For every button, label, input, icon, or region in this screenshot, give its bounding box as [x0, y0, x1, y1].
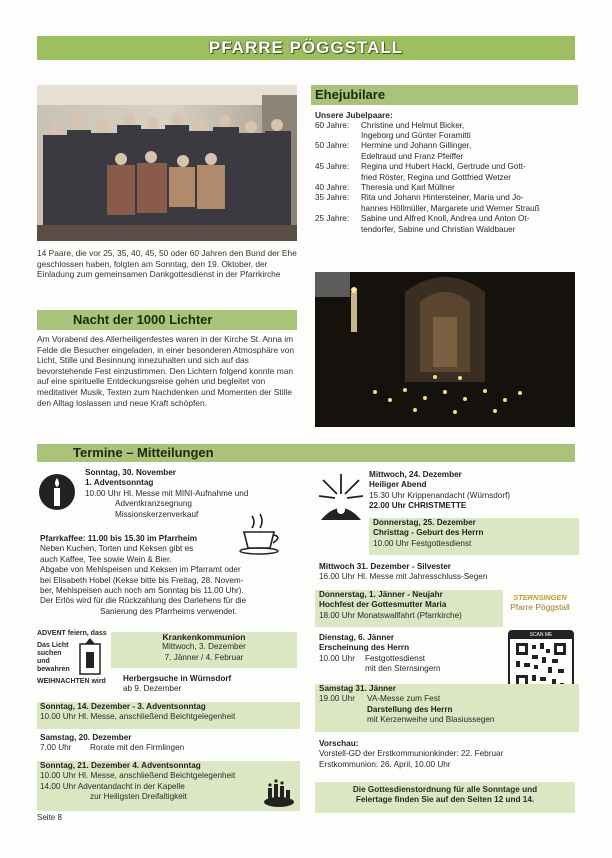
jubilare-row-names [361, 193, 540, 214]
jubilare-intro: Unsere Jubelpaare: [315, 110, 393, 120]
advent-logo-mid-4: bewahren [37, 666, 70, 673]
epiphanie-time: 10.00 Uhr [319, 653, 355, 663]
neujahr-name: Hochfest der Gottesmutter Maria [319, 600, 447, 610]
kranken-line-2: 7. Jänner / 4. Februar [164, 652, 244, 662]
sternsingen-logo [503, 593, 577, 612]
pfarrkaffee-line-2: auch Kaffee, Tee sowie Wein & Bier. [40, 554, 172, 564]
jubilare-row [315, 193, 577, 214]
jubilare-row-names [361, 183, 455, 193]
herberg-title: Herbergsuche in Würnsdorf [123, 674, 232, 683]
gottesdienst-l2: Feiertage finden Sie auf den Seiten 12 und 14. [355, 795, 535, 805]
jubilare-row-label: 40 Jahre: [315, 183, 350, 193]
jubilare-row-label: 25 Jahre: [315, 214, 350, 224]
advent-logo-mid-3: und [37, 658, 50, 665]
jubilare-row-names [361, 162, 526, 183]
silvester-line: 16.00 Uhr Hl. Messe mit Jahresschluss-Segen [319, 572, 488, 582]
jubilare-row [315, 183, 577, 193]
epiphanie-l1: Festgottesdienst [365, 653, 426, 663]
ehejubilare-title: Ehejubilare [311, 85, 578, 105]
sa31-l3: mit Kerzenweihe und Blasiussegen [367, 715, 495, 725]
advent-logo [37, 630, 107, 694]
advent4-extra: zur Heiligsten Dreifaltigkeit [90, 792, 187, 802]
epiphanie-date: Dienstag, 6. Jänner [319, 633, 395, 642]
vorschau-block [319, 739, 575, 770]
sa31-l2: Darstellung des Herrn [367, 704, 453, 714]
heiligabend-l2: 22.00 Uhr CHRISTMETTE [369, 501, 467, 511]
jubilare-row [315, 162, 577, 183]
epiphanie-block [319, 633, 504, 675]
pfarrkaffee-line-5: ber, Mehlspeisen auch noch am Sonntag bis 11.00 Uhr). [40, 586, 244, 596]
lichter-title: Nacht der 1000 Lichter [37, 310, 297, 330]
advent4-line-2: 14.00 Uhr Adventandacht in der Kapelle [40, 781, 185, 791]
jubilare-rows [315, 121, 577, 235]
advent1-line-3: Missionskerzenverkauf [115, 509, 199, 519]
lichter-text: Am Vorabend des Allerheiligenfestes waren in der Kirche St. Anna im Felde die Besucher eingeladen, in einer besonderen Atmosphäre von Licht, Stille und Besinnung innezuhalten und sich auf das bevorstehende Fest einzustimmen. Den Lichtern folgend konnte man auf eine spirituelle Entdeckungsreise gehen und begleitet von meditativer Musik, Texten zum Nachdenken und Momenten der Stille den Alltag loslassen und neue Kraft schöpfen. [37, 334, 295, 408]
jubilare-row-label: 45 Jahre: [315, 162, 350, 172]
group-photo [37, 85, 297, 241]
advent4-line-1: 10.00 Uhr Hl. Messe, anschließend Beichtgelegenheit [40, 771, 236, 781]
church-candles-photo [315, 272, 575, 427]
heiligabend-name: Heiliger Abend [369, 480, 427, 490]
advent1-line-1: 10.00 Uhr Hl. Messe mit MINI-Aufnahme und [85, 488, 249, 498]
candles-wreath-icon [262, 776, 296, 808]
christtag-date: Donnerstag, 25. Dezember [373, 518, 476, 527]
advent4-block [37, 761, 300, 811]
christtag-block [369, 518, 579, 555]
silvester-block [319, 562, 575, 583]
jubilare-row-line: Christine und Helmut Bicker, [361, 120, 465, 130]
sa20-title: Samstag, 20. Dezember [40, 733, 132, 742]
advent2-title: Sonntag, 14. Dezember - 3. Adventsonntag [40, 702, 206, 711]
kranken-line-1: Mittwoch, 3. Dezember [162, 642, 246, 652]
kranken-title: Krankenkommunion [162, 632, 246, 642]
advent-logo-mid-1: Das Licht [37, 642, 69, 649]
christtag-line: 10.00 Uhr Festgottesdienst [373, 538, 472, 548]
ehejubilare-caption [37, 248, 297, 280]
advent-logo-bottom: WEIHNACHTEN wird [37, 678, 106, 685]
sa20-time: 7.00 Uhr [40, 743, 72, 753]
advent-logo-top: ADVENT feiern, dass [37, 630, 107, 637]
jubilare-row [315, 214, 577, 235]
jubilare-row-line: Ingeborg und Günter Foramitti [361, 131, 471, 140]
herberg-line: ab 9. Dezember [123, 684, 182, 694]
jubilare-row-label: 60 Jahre: [315, 120, 350, 130]
epiphanie-l2: mit den Sternsingern [365, 664, 441, 674]
sternsingen-sub: Pfarre Pöggstall [510, 602, 570, 612]
advent-logo-mid [37, 638, 77, 678]
jubilare-row-line: hannes Höllmüller, Margarete und Werner Strauß [361, 203, 540, 213]
jubilare-row-line: Theresia und Karl Müllner [361, 183, 455, 193]
neujahr-block [315, 590, 503, 627]
silvester-date: Mittwoch 31. Dezember - Silvester [319, 562, 451, 571]
neujahr-date: Donnerstag, 1. Jänner - Neujahr [319, 590, 443, 599]
pfarrkaffee-line-6: Der Erlös wird für die Rückzahlung des Darlehens für die [40, 596, 247, 606]
pfarrkaffee-line-1: Neben Kuchen, Torten und Keksen gibt es [40, 544, 194, 554]
sa31-l1: VA-Messe zum Fest [367, 694, 441, 704]
jubilare-row-line: tendorfer, Sabine und Christian Waldbauer [361, 224, 516, 234]
heiligabend-block [369, 470, 579, 512]
epiphanie-name: Erscheinung des Herrn [319, 643, 410, 653]
heiligabend-l1: 15.30 Uhr Krippenandacht (Würnsdorf) [369, 490, 511, 500]
sa20-block [40, 733, 300, 754]
jubilare-row-line: Edeltraud und Franz Pfeiffer [361, 151, 464, 161]
jubilare-row-names [361, 121, 471, 142]
jubilare-row-line: fried Röster, Regina und Gottfried Wetzer [361, 172, 512, 182]
jubilare-row [315, 121, 577, 142]
jubilare-row-line: Sabine und Alfred Knoll, Andrea und Anton Ot- [361, 214, 530, 224]
termine-title: Termine – Mitteilungen [37, 444, 575, 462]
jubilare-row-line: Rita und Johann Hintersteiner, Maria und Jo- [361, 193, 524, 203]
jubilare-row-names [361, 214, 529, 235]
pfarrkaffee-line-4: bei Elisabeth Hobel (Kekse bitte bis Freitag, 28. Novem- [40, 575, 244, 585]
advent-logo-mid-2: suchen [37, 650, 62, 657]
sa31-block [315, 684, 579, 732]
sa31-date: Samstag 31. Jänner [319, 684, 396, 693]
jubilare-row-names [361, 141, 471, 162]
christtag-name: Christtag - Geburt des Herrn [373, 528, 484, 538]
jubilare-row-line: Regina und Hubert Hackl, Gertrude und Gott- [361, 162, 526, 172]
pfarrkaffee-line-7: Sanierung des Pfarrheims verwendet. [100, 606, 237, 616]
heiligabend-date: Mittwoch, 24. Dezember [369, 470, 462, 479]
neujahr-line: 18.00 Uhr Monatswallfahrt (Pfarrkirche) [319, 610, 462, 620]
vorschau-l2: Erstkommunion: 26. April, 10.00 Uhr [319, 759, 451, 769]
page-number: Seite 8 [37, 813, 62, 822]
vorschau-l1: Vorstell-GD der Erstkommunionkinder: 22. Februar [319, 749, 504, 759]
lantern-icon [77, 638, 103, 678]
advent1-line-2: Adventkranzsegnung [115, 499, 192, 509]
advent1-name: 1. Adventsonntag [85, 478, 154, 488]
jubilare-row-label: 35 Jahre: [315, 193, 350, 203]
pfarrkaffee-head: Pfarrkaffee: 11.00 bis 15.30 im Pfarrheim [40, 534, 198, 543]
sternsingen-title: STERNSINGEN [513, 593, 567, 602]
jubilare-row [315, 141, 577, 162]
candle-icon [37, 472, 77, 512]
jubilare-row-label: 50 Jahre: [315, 141, 350, 151]
caption-text: 14 Paare, die vor 25, 35, 40, 45, 50 oder 60 Jahren den Bund der Ehe geschlossen haben, folgten am Sonntag, den 19. Oktober, der Einladung zum gemeinsamen Dankgottesdienst in der Pfarrkirche [37, 248, 297, 280]
pfarrkaffee-line-3: Abgabe von Mehlspeisen und Keksen im Pfarramt oder [40, 565, 241, 575]
page-header: PFARRE PÖGGSTALL [37, 36, 575, 60]
herberg-block [123, 674, 303, 695]
kranken-block [111, 632, 297, 668]
sa20-text: Rorate mit den Firmlingen [90, 743, 185, 753]
advent2-line: 10.00 Uhr Hl. Messe, anschließend Beichtgelegenheit [40, 712, 236, 722]
advent1-date: Sonntag, 30. November [85, 468, 176, 477]
gottesdienst-l1: Die Gottesdienstordnung für alle Sonntage und [352, 785, 538, 794]
pfarrkaffee-block [40, 534, 300, 617]
nativity-star-icon [315, 470, 367, 526]
advent4-title: Sonntag, 21. Dezember 4. Adventsonntag [40, 761, 201, 770]
advent2-block [37, 702, 300, 729]
ehejubilare-list [315, 110, 577, 235]
jubilare-row-line: Hermine und Johann Gillinger, [361, 141, 472, 151]
qr-label: SCAN ME [510, 632, 572, 639]
vorschau-title: Vorschau: [319, 739, 359, 748]
sa31-time: 19.00 Uhr [319, 694, 355, 704]
gottesdienst-note [315, 782, 575, 813]
